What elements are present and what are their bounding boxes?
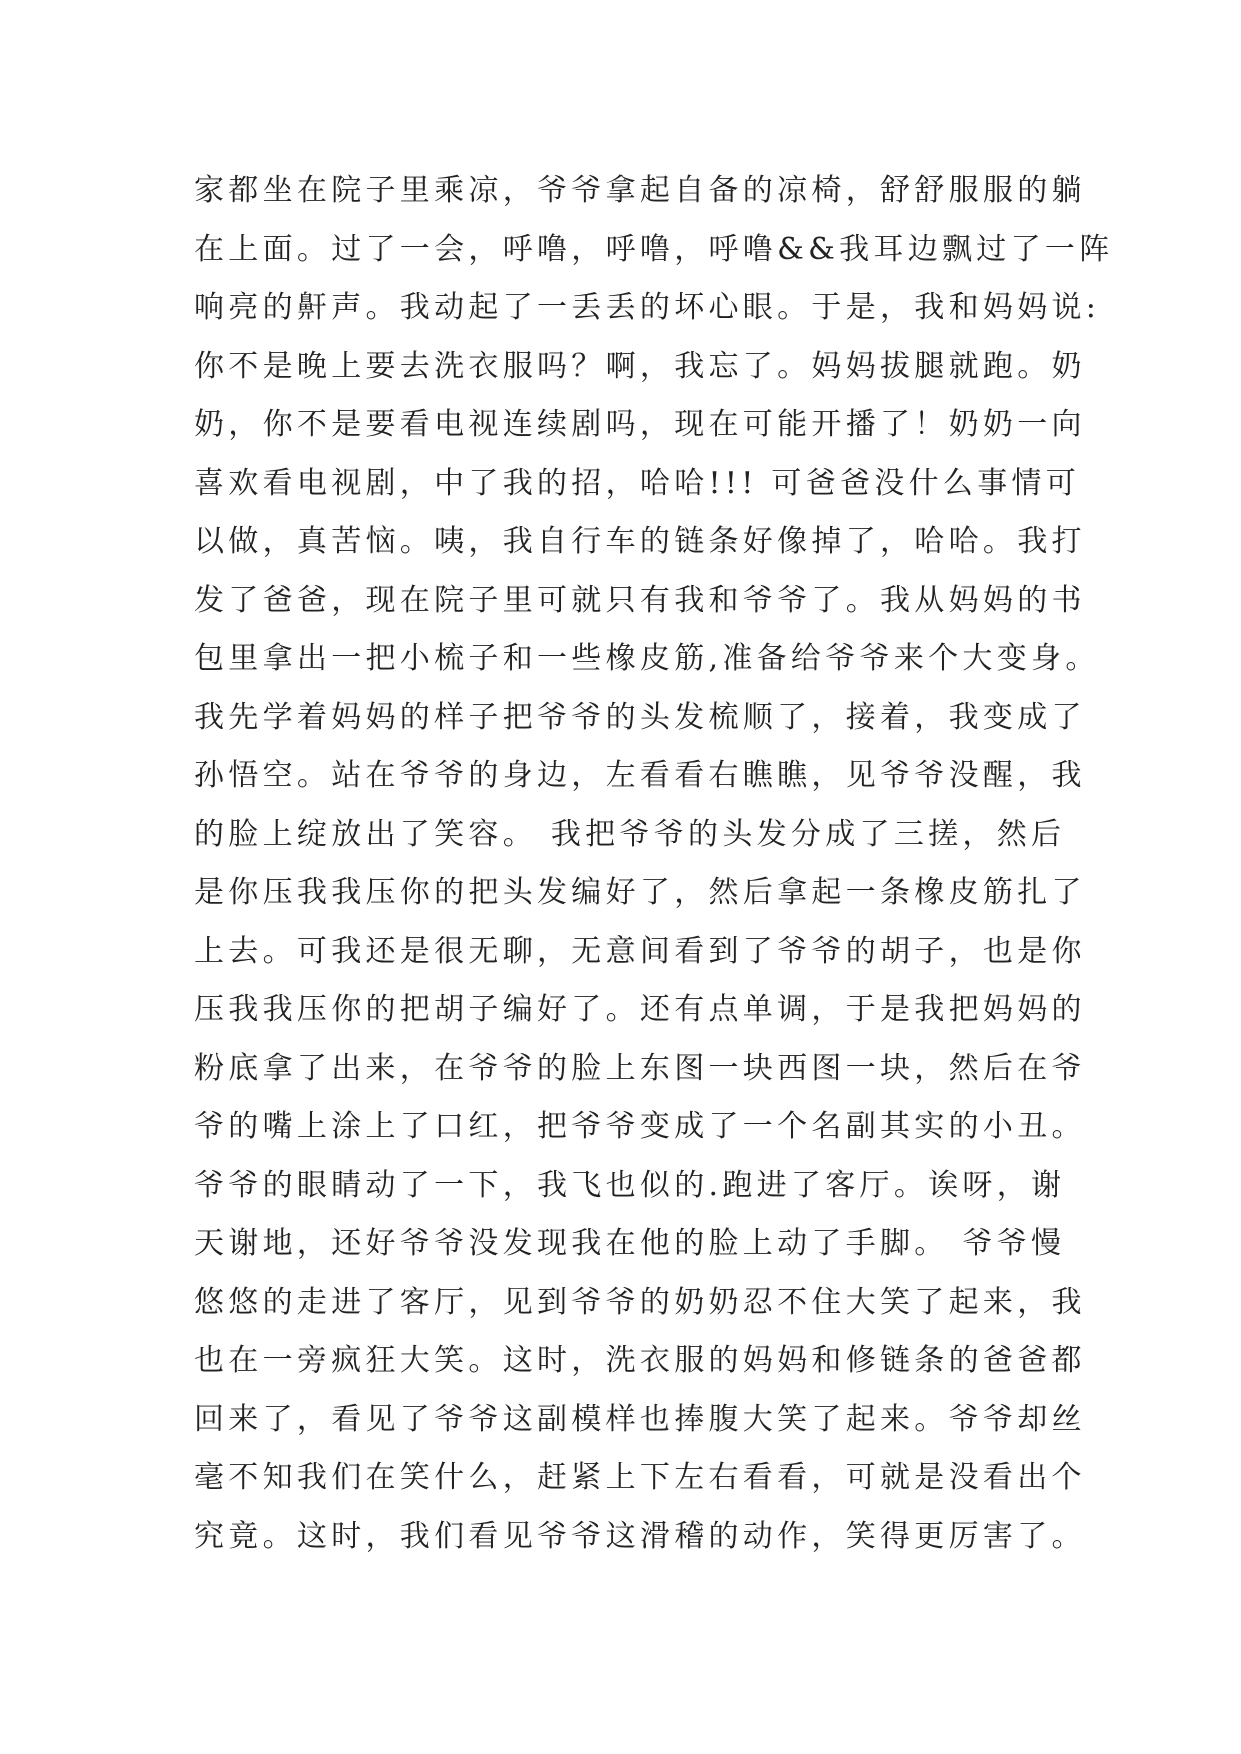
text-line: 爷的嘴上涂上了口红，把爷爷变成了一个名副其实的小丑。 xyxy=(194,1109,1086,1144)
text-line: 爷爷的眼睛动了一下，我飞也似的.跑进了客厅。诶呀，谢 xyxy=(194,1167,1066,1203)
text-line: 以做，真苦恼。咦，我自行车的链条好像掉了，哈哈。我打 xyxy=(194,524,1086,559)
text-line: 你不是晚上要去洗衣服吗？啊，我忘了。妈妈拔腿就跑。奶 xyxy=(194,348,1086,384)
text-line: 家都坐在院子里乘凉，爷爷拿起自备的凉椅，舒舒服服的躺 xyxy=(194,173,1086,208)
text-line: 也在一旁疯狂大笑。这时，洗衣服的妈妈和修链条的爸爸都 xyxy=(194,1343,1086,1378)
text-line: 我先学着妈妈的样子把爷爷的头发梳顺了，接着，我变成了 xyxy=(194,699,1086,735)
text-line: 喜欢看电视剧，中了我的招，哈哈!!! 可爸爸没什么事情可 xyxy=(194,465,1081,501)
text-line: 毫不知我们在笑什么，赶紧上下左右看看，可就是没看出个 xyxy=(194,1460,1086,1495)
text-line: 粉底拿了出来，在爷爷的脸上东图一块西图一块，然后在爷 xyxy=(194,1050,1086,1086)
text-line: 发了爸爸，现在院子里可就只有我和爷爷了。我从妈妈的书 xyxy=(194,582,1086,618)
text-line: 孙悟空。站在爷爷的身边，左看看右瞧瞧，见爷爷没醒，我 xyxy=(194,758,1086,793)
text-line: 天谢地，还好爷爷没发现我在他的脸上动了手脚。 爷爷慢 xyxy=(194,1226,1066,1261)
text-line: 包里拿出一把小梳子和一些橡皮筋,准备给爷爷来个大变身。 xyxy=(194,641,1100,676)
body-text xyxy=(194,162,1114,1566)
text-line: 是你压我我压你的把头发编好了，然后拿起一条橡皮筋扎了 xyxy=(194,875,1086,910)
text-line: 压我我压你的把胡子编好了。还有点单调，于是我把妈妈的 xyxy=(194,992,1086,1027)
text-line: 上去。可我还是很无聊，无意间看到了爷爷的胡子，也是你 xyxy=(194,933,1086,969)
text-line: 回来了，看见了爷爷这副模样也捧腹大笑了起来。爷爷却丝 xyxy=(194,1401,1086,1437)
text-line: 响亮的鼾声。我动起了一丢丢的坏心眼。于是，我和妈妈说: xyxy=(194,290,1101,325)
text-line: 奶，你不是要看电视连续剧吗，现在可能开播了！奶奶一向 xyxy=(194,407,1086,442)
text-line: 究竟。这时，我们看见爷爷这滑稽的动作，笑得更厉害了。 xyxy=(194,1518,1086,1554)
text-line: 的脸上绽放出了笑容。 我把爷爷的头发分成了三搓，然后 xyxy=(194,816,1066,852)
text-line: 在上面。过了一会，呼噜，呼噜，呼噜&&我耳边飘过了一阵 xyxy=(194,231,1114,267)
text-line: 悠悠的走进了客厅，见到爷爷的奶奶忍不住大笑了起来，我 xyxy=(194,1284,1086,1320)
